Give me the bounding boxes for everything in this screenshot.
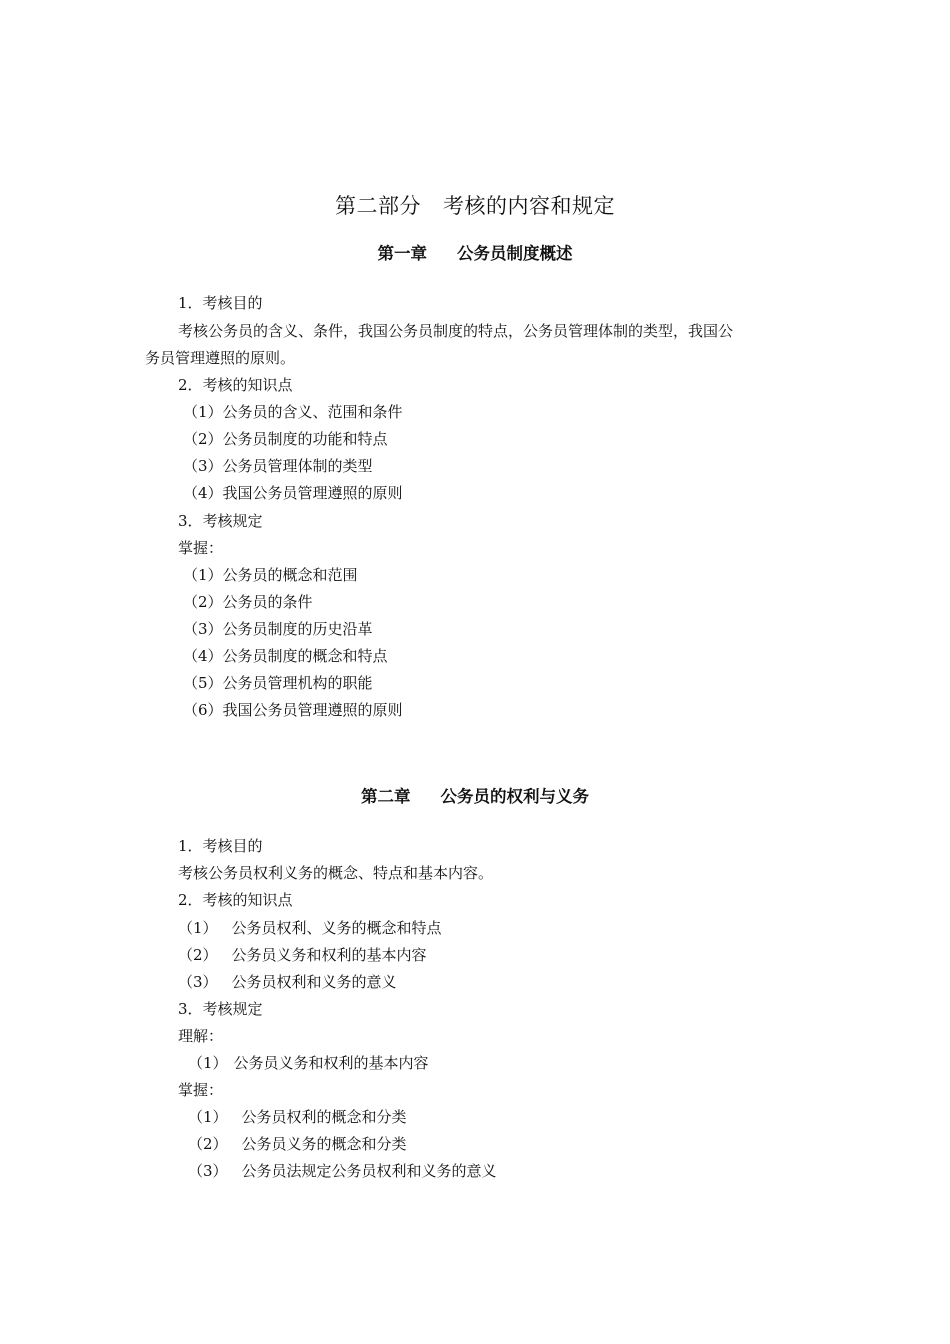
ch1-master-item: （6）我国公务员管理遵照的原则 (183, 701, 403, 719)
ch2-knowledge-item (178, 972, 397, 992)
part-heading: 考核的内容和规定 (443, 194, 615, 218)
item-text: 公务员义务的概念和分类 (241, 1135, 407, 1153)
item-number: （1） (188, 1054, 228, 1072)
ch1-master-item: （1）公务员的概念和范围 (183, 566, 358, 584)
chapter1-label: 第一章 (377, 244, 427, 263)
item-text: 公务员义务和权利的基本内容 (231, 946, 427, 964)
item-text: 公务员权利、义务的概念和特点 (231, 919, 442, 937)
ch1-purpose-line1: 考核公务员的含义、条件，我国公务员制度的特点，公务员管理体制的类型，我国公 (178, 322, 734, 340)
ch1-knowledge-item: （3）公务员管理体制的类型 (183, 457, 373, 475)
chapter2-heading: 公务员的权利与义务 (440, 787, 589, 806)
item-text: 公务员义务和权利的基本内容 (233, 1054, 429, 1072)
ch1-section-purpose: 1．考核目的 (178, 294, 263, 312)
chapter1-heading: 公务员制度概述 (457, 244, 573, 263)
ch2-master-label: 掌握： (178, 1081, 224, 1099)
ch2-purpose: 考核公务员权利义务的概念、特点和基本内容。 (178, 864, 494, 882)
item-number: （2） (188, 1135, 228, 1153)
ch2-master-item (188, 1161, 497, 1181)
ch1-master-label: 掌握： (178, 539, 224, 557)
ch2-knowledge-item (178, 945, 427, 965)
part-label: 第二部分 (335, 194, 421, 218)
item-number: （1） (188, 1108, 228, 1126)
ch1-section-rules: 3．考核规定 (178, 512, 263, 530)
ch2-understand-label: 理解： (178, 1027, 224, 1045)
item-text: 公务员权利的概念和分类 (241, 1108, 407, 1126)
ch1-section-knowledge: 2．考核的知识点 (178, 376, 293, 394)
part-title (0, 190, 950, 220)
ch1-knowledge-item: （4）我国公务员管理遵照的原则 (183, 484, 403, 502)
ch1-purpose-line2: 务员管理遵照的原则。 (145, 349, 296, 367)
ch1-master-item: （2）公务员的条件 (183, 593, 313, 611)
chapter2-label: 第二章 (361, 787, 411, 806)
ch1-master-item: （4）公务员制度的概念和特点 (183, 647, 388, 665)
ch2-section-purpose: 1．考核目的 (178, 837, 263, 855)
item-number: （3） (178, 973, 218, 991)
ch2-master-item (188, 1134, 407, 1154)
chapter2-title (0, 783, 950, 807)
ch2-section-rules: 3．考核规定 (178, 1000, 263, 1018)
ch1-master-item: （5）公务员管理机构的职能 (183, 674, 373, 692)
chapter1-title (0, 240, 950, 264)
ch2-knowledge-item (178, 918, 442, 938)
item-number: （1） (178, 919, 218, 937)
ch2-section-knowledge: 2．考核的知识点 (178, 891, 293, 909)
ch1-master-item: （3）公务员制度的历史沿革 (183, 620, 373, 638)
ch2-understand-item (188, 1053, 429, 1073)
ch1-knowledge-item: （2）公务员制度的功能和特点 (183, 430, 388, 448)
ch2-master-item (188, 1107, 407, 1127)
item-number: （2） (178, 946, 218, 964)
ch1-knowledge-item: （1）公务员的含义、范围和条件 (183, 403, 403, 421)
item-text: 公务员法规定公务员权利和义务的意义 (241, 1162, 497, 1180)
item-number: （3） (188, 1162, 228, 1180)
item-text: 公务员权利和义务的意义 (231, 973, 397, 991)
